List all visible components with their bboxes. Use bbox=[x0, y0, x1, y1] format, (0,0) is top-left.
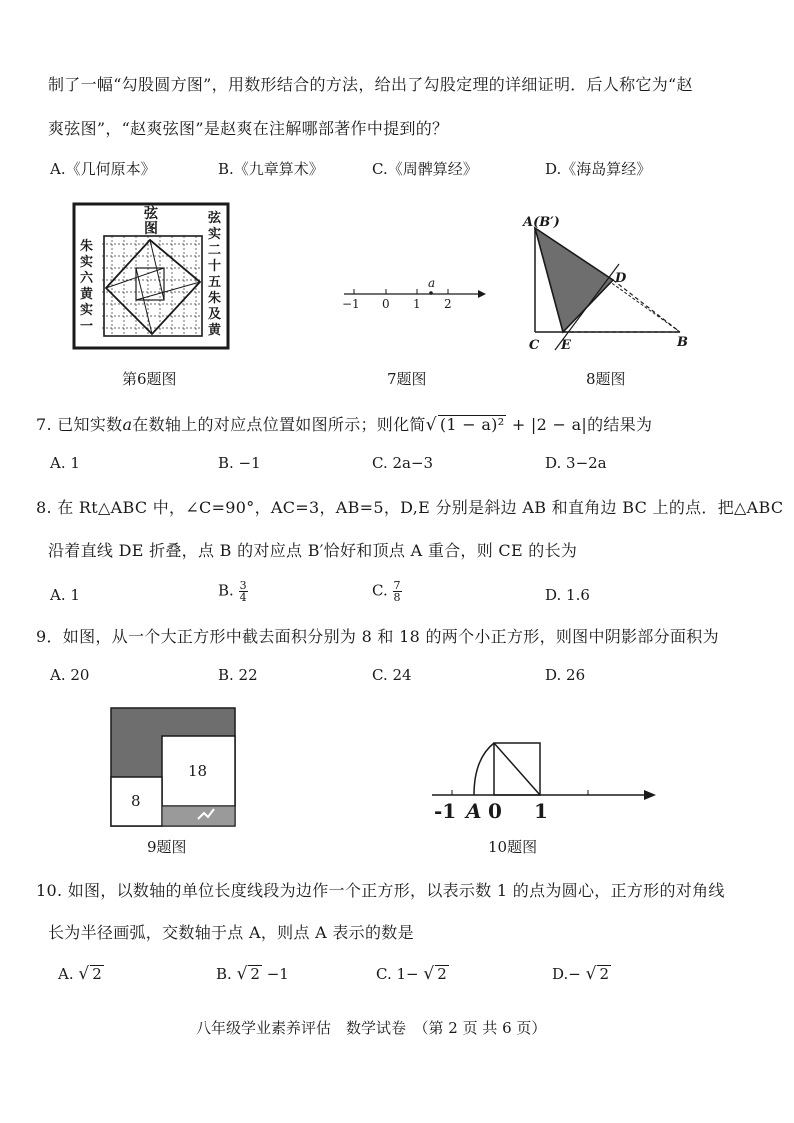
q6-fig-left-char-5: 实 bbox=[80, 303, 94, 318]
q9-option-a: A. 20 bbox=[50, 666, 90, 684]
q9-fig-label-8: 8 bbox=[131, 792, 141, 810]
q7-option-c: C. 2a−3 bbox=[372, 454, 434, 472]
q10-fig-label-1: 1 bbox=[534, 799, 548, 823]
q9-fig-label-18: 18 bbox=[188, 762, 208, 780]
q6-figure-string-diagram bbox=[72, 200, 232, 352]
page-footer: 八年级学业素养评估 数学试卷 （第 2 页 共 6 页） bbox=[196, 1019, 547, 1037]
q8-fig-label-d: D bbox=[615, 271, 627, 286]
q6-fig-right-char-1: 弦 bbox=[208, 211, 222, 226]
q7-option-d: D. 3−2a bbox=[545, 454, 607, 472]
q8-fig-label-c: C bbox=[529, 338, 540, 353]
q8-option-c: C. $\frac{7}{8}$ bbox=[372, 579, 401, 604]
q8-stem-line2: 沿着直线 DE 折叠，点 B 的对应点 B′恰好和顶点 A 重合，则 CE 的长为 bbox=[48, 541, 578, 560]
q7-radicand: (1 − a)² bbox=[439, 415, 505, 434]
q7-fig-label-0: 0 bbox=[382, 297, 390, 311]
q8-option-b: B. $\frac{3}{4}$ bbox=[218, 579, 247, 604]
q8-fig-label-e: E bbox=[561, 338, 571, 353]
q7-fig-label-a: a bbox=[428, 276, 436, 290]
q9-caption: 9题图 bbox=[147, 838, 187, 856]
q9-figure-squares bbox=[110, 707, 238, 829]
q8-fig-label-a: A(B′) bbox=[523, 215, 560, 230]
q6-option-c: C.《周髀算经》 bbox=[372, 160, 478, 178]
q7-stem-mid: 在数轴上的对应点位置如图所示；则化简 bbox=[132, 415, 426, 434]
q6-stem-line2: 爽弦图”，“赵爽弦图”是赵爽在注解哪部著作中提到的？ bbox=[48, 119, 449, 138]
q7-option-b: B. −1 bbox=[218, 454, 261, 472]
q6-option-b: B.《九章算术》 bbox=[218, 160, 324, 178]
q6-fig-left-char-2: 实 bbox=[80, 255, 94, 270]
q6-stem-line1: 制了一幅“勾股圆方图”，用数形结合的方法，给出了勾股定理的详细证明．后人称它为“赵 bbox=[48, 75, 693, 94]
q10-fig-label-a: A bbox=[466, 799, 482, 823]
q6-fig-right-char-8: 黄 bbox=[208, 323, 222, 338]
q7-stem-var: a bbox=[122, 415, 133, 434]
q6-fig-right-char-4: 十 bbox=[208, 259, 222, 274]
q6-fig-right-char-6: 朱 bbox=[208, 291, 222, 306]
q8-option-a: A. 1 bbox=[50, 586, 80, 604]
q7-stem-after: + |2 − a|的结果为 bbox=[511, 415, 653, 434]
q10-option-c: C. 1− √ 2 bbox=[376, 964, 447, 984]
q10-caption: 10题图 bbox=[488, 838, 538, 856]
q10-figure-number-line-arc bbox=[428, 735, 662, 825]
q8-figure-folded-triangle bbox=[515, 210, 705, 360]
q10-stem-line2: 长为半径画弧，交数轴于点 A，则点 A 表示的数是 bbox=[48, 923, 414, 942]
q7-option-a: A. 1 bbox=[50, 454, 80, 472]
q7-stem-prefix: 7. 已知实数 bbox=[36, 415, 123, 434]
q10-fig-label-minus1: -1 bbox=[434, 799, 457, 823]
q6-fig-top-char-2: 图 bbox=[144, 221, 158, 237]
q6-option-a: A.《几何原本》 bbox=[50, 160, 156, 178]
q7-fig-label-2: 2 bbox=[444, 297, 452, 311]
q10-fig-label-0: 0 bbox=[488, 799, 502, 823]
q8-caption: 8题图 bbox=[586, 370, 626, 388]
q8-option-d: D. 1.6 bbox=[545, 586, 590, 604]
q6-fig-left-char-3: 六 bbox=[80, 271, 94, 286]
q6-fig-left-char-4: 黄 bbox=[80, 287, 94, 302]
q7-fig-label-minus1: −1 bbox=[342, 297, 360, 311]
q7-stem: 7. 已知实数a在数轴上的对应点位置如图所示；则化简√ (1 − a)² + |2 − a|的结果为 bbox=[36, 415, 653, 435]
q6-fig-right-char-7: 及 bbox=[208, 307, 222, 322]
q6-fig-right-char-3: 二 bbox=[208, 243, 222, 258]
q10-option-a: A. √ 2 bbox=[58, 964, 102, 984]
q6-fig-left-char-1: 朱 bbox=[80, 239, 94, 254]
q6-caption: 第6题图 bbox=[122, 370, 177, 388]
q6-fig-right-char-5: 五 bbox=[208, 275, 222, 290]
q9-stem: 9．如图，从一个大正方形中截去面积分别为 8 和 18 的两个小正方形，则图中阴影部分面积为 bbox=[36, 627, 719, 646]
q6-option-d: D.《海岛算经》 bbox=[545, 160, 652, 178]
q7-figure-number-line bbox=[340, 270, 490, 320]
q6-fig-top-char-1: 弦 bbox=[144, 206, 158, 222]
q10-stem-line1: 10. 如图，以数轴的单位长度线段为边作一个正方形，以表示数 1 的点为圆心，正方形的对角线 bbox=[36, 881, 725, 900]
q8-stem-line1: 8. 在 Rt△ABC 中，∠C=90°，AC=3，AB=5，D,E 分别是斜边 AB 和直角边 BC 上的点．把△ABC bbox=[36, 498, 784, 517]
q9-option-b: B. 22 bbox=[218, 666, 258, 684]
q7-caption: 7题图 bbox=[387, 370, 427, 388]
q7-fig-label-1: 1 bbox=[413, 297, 421, 311]
q10-option-d: D.− √ 2 bbox=[552, 964, 609, 984]
q9-option-d: D. 26 bbox=[545, 666, 586, 684]
q6-fig-right-char-2: 实 bbox=[208, 227, 222, 242]
q6-fig-left-char-6: 一 bbox=[80, 319, 94, 334]
q9-option-c: C. 24 bbox=[372, 666, 412, 684]
q10-option-b: B. √ 2 −1 bbox=[216, 964, 289, 984]
q8-fig-label-b: B bbox=[677, 335, 688, 350]
